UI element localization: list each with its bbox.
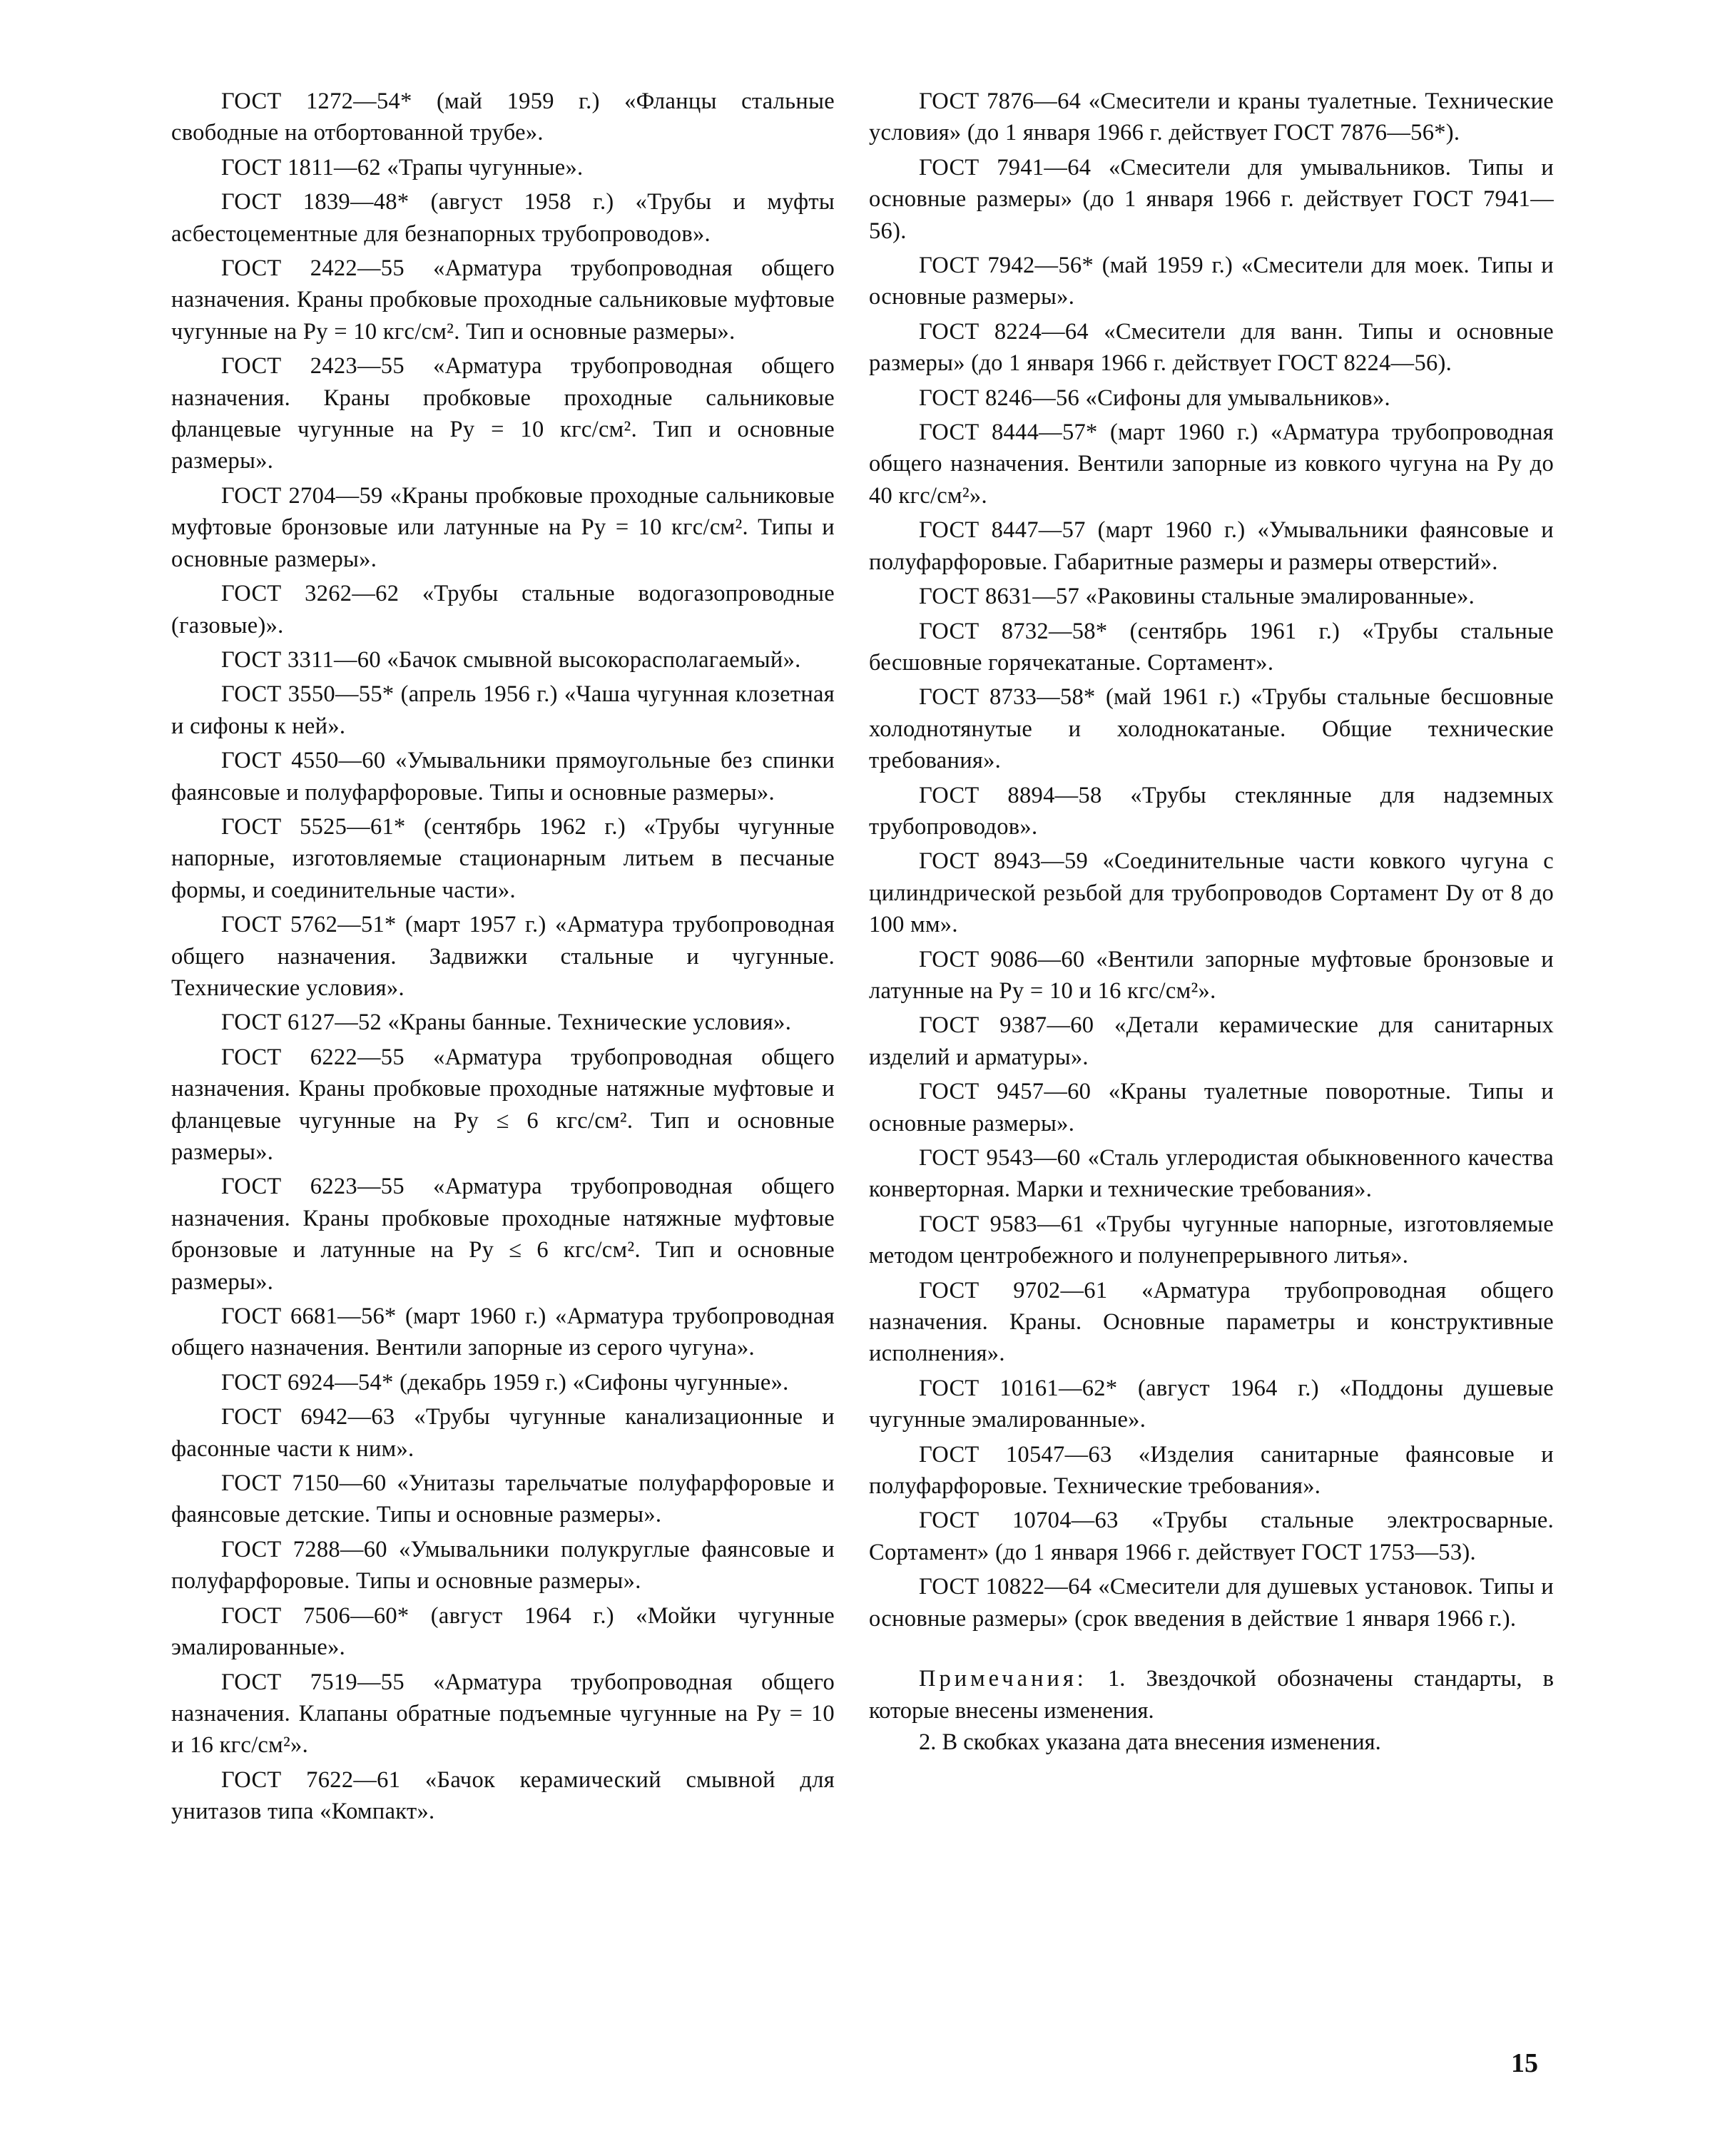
gost-entry: ГОСТ 2704—59 «Краны пробковые проходные сальниковые муфтовые бронзовые или латунные на Pу = 10 кгс/см². Типы и основные размеры». (171, 482, 835, 572)
gost-entry: ГОСТ 6222—55 «Арматура трубопроводная общего назначения. Краны пробковые проходные натяжные муфтовые и фланцевые чугунные на Pу ≤ 6 кгс/см². Тип и основные размеры». (171, 1044, 835, 1165)
gost-entry: ГОСТ 3550—55* (апрель 1956 г.) «Чаша чугунная клозетная и сифоны к ней». (171, 681, 835, 739)
gost-entry: ГОСТ 7506—60* (август 1964 г.) «Мойки чугунные эмалированные». (171, 1602, 835, 1661)
gost-entry: ГОСТ 9583—61 «Трубы чугунные напорные, изготовляемые методом центробежного и полунепрерывного литья». (869, 1211, 1554, 1269)
gost-entry: ГОСТ 9387—60 «Детали керамические для санитарных изделий и арматуры». (869, 1012, 1554, 1070)
gost-entry: ГОСТ 9086—60 «Вентили запорные муфтовые бронзовые и латунные на Pу = 10 и 16 кгс/см²». (869, 946, 1554, 1004)
gost-entry: ГОСТ 8943—59 «Соединительные части ковкого чугуна с цилиндрической резьбой для трубопроводов Сортамент Dу от 8 до 100 мм». (869, 848, 1554, 938)
gost-entry: ГОСТ 10822—64 «Смесители для душевых установок. Типы и основные размеры» (срок введения в действие 1 января 1966 г.). (869, 1574, 1554, 1632)
gost-entry: ГОСТ 8894—58 «Трубы стеклянные для надземных трубопроводов». (869, 782, 1554, 840)
gost-entry: ГОСТ 5525—61* (сентябрь 1962 г.) «Трубы чугунные напорные, изготовляемые стационарным литьем в песчаные формы, и соединительные части». (171, 813, 835, 903)
gost-entry: ГОСТ 10161—62* (август 1964 г.) «Поддоны душевые чугунные эмалированные». (869, 1375, 1554, 1433)
gost-entry: ГОСТ 9457—60 «Краны туалетные поворотные. Типы и основные размеры». (869, 1079, 1554, 1137)
gost-entry: ГОСТ 3311—60 «Бачок смывной высокорасполагаемый». (221, 646, 801, 673)
gost-entry: ГОСТ 6942—63 «Трубы чугунные канализационные и фасонные части к ним». (171, 1404, 835, 1462)
notes-block (869, 1663, 1554, 1758)
gost-entry: ГОСТ 7942—56* (май 1959 г.) «Смесители для моек. Типы и основные размеры». (869, 253, 1554, 310)
right-column (869, 86, 1554, 1758)
gost-entry: ГОСТ 3262—62 «Трубы стальные водогазопроводные (газовые)». (171, 581, 835, 639)
note-text: 1. Звездочкой обозначены стандарты, в которые внесены изменения. (869, 1666, 1555, 1724)
gost-entry: ГОСТ 8733—58* (май 1961 г.) «Трубы стальные бесшовные холоднотянутые и холоднокатаные. Общие технические требования». (869, 684, 1554, 774)
gost-entry: ГОСТ 7941—64 «Смесители для умывальников. Типы и основные размеры» (до 1 января 1966 г. действует ГОСТ 7941—56). (869, 154, 1554, 244)
notes-heading: Примечания: (919, 1666, 1087, 1692)
gost-entry: ГОСТ 9543—60 «Сталь углеродистая обыкновенного качества конверторная. Марки и технические требования». (869, 1145, 1554, 1203)
gost-entry: ГОСТ 10547—63 «Изделия санитарные фаянсовые и полуфарфоровые. Технические требования». (869, 1441, 1554, 1500)
gost-entry: ГОСТ 8447—57 (март 1960 г.) «Умывальники фаянсовые и полуфарфоровые. Габаритные размеры и размеры отверстий». (869, 517, 1554, 575)
gost-entry: ГОСТ 7622—61 «Бачок керамический смывной для унитазов типа «Компакт». (171, 1766, 835, 1825)
gost-entry: ГОСТ 1839—48* (август 1958 г.) «Трубы и муфты асбестоцементные для безнапорных трубопроводов». (171, 189, 835, 247)
gost-entry: ГОСТ 1811—62 «Трапы чугунные». (221, 154, 584, 180)
gost-entry: ГОСТ 8732—58* (сентябрь 1961 г.) «Трубы стальные бесшовные горячекатаные. Сортамент». (869, 618, 1554, 676)
gost-entry: ГОСТ 8631—57 «Раковины стальные эмалированные». (919, 584, 1475, 610)
gost-entry: ГОСТ 6223—55 «Арматура трубопроводная общего назначения. Краны пробковые проходные натяжные муфтовые бронзовые и латунные на Pу ≤ 6 кгс/см². Тип и основные размеры». (171, 1174, 835, 1295)
left-column (171, 86, 835, 1831)
gost-entry: ГОСТ 9702—61 «Арматура трубопроводная общего назначения. Краны. Основные параметры и конструктивные исполнения». (869, 1277, 1554, 1367)
gost-entry: ГОСТ 7876—64 «Смесители и краны туалетные. Технические условия» (до 1 января 1966 г. действует ГОСТ 7876—56*). (869, 88, 1554, 146)
gost-entry: ГОСТ 7519—55 «Арматура трубопроводная общего назначения. Клапаны обратные подъемные чугунные на Pу = 10 и 16 кгс/см²». (171, 1669, 835, 1759)
gost-entry: ГОСТ 8224—64 «Смесители для ванн. Типы и основные размеры» (до 1 января 1966 г. действует ГОСТ 8224—56). (869, 318, 1554, 377)
gost-entry: ГОСТ 6127—52 «Краны банные. Технические условия». (221, 1010, 792, 1036)
gost-entry: ГОСТ 1272—54* (май 1959 г.) «Фланцы стальные свободные на отбортованной трубе». (171, 88, 835, 146)
gost-entry: ГОСТ 7150—60 «Унитазы тарельчатые полуфарфоровые и фаянсовые детские. Типы и основные размеры». (171, 1470, 835, 1528)
gost-entry: ГОСТ 2422—55 «Арматура трубопроводная общего назначения. Краны пробковые проходные сальниковые муфтовые чугунные на Pу = 10 кгс/см². Тип и основные размеры». (171, 255, 835, 345)
note-line: 2. В скобках указана дата внесения изменения. (919, 1729, 1381, 1755)
gost-entry: ГОСТ 6924—54* (декабрь 1959 г.) «Сифоны чугунные». (221, 1369, 789, 1395)
gost-entry: ГОСТ 8246—56 «Сифоны для умывальников». (919, 385, 1390, 411)
gost-entry: ГОСТ 4550—60 «Умывальники прямоугольные без спинки фаянсовые и полуфарфоровые. Типы и основные размеры». (171, 748, 835, 805)
gost-entry: ГОСТ 5762—51* (март 1957 г.) «Арматура трубопроводная общего назначения. Задвижки стальные и чугунные. Технические условия». (171, 912, 835, 1001)
gost-entry: ГОСТ 10704—63 «Трубы стальные электросварные. Сортамент» (до 1 января 1966 г. действует ГОСТ 1753—53). (869, 1507, 1554, 1565)
gost-entry: ГОСТ 2423—55 «Арматура трубопроводная общего назначения. Краны пробковые проходные сальниковые фланцевые чугунные на Pу = 10 кгс/см². Тип и основные размеры». (171, 353, 835, 474)
gost-entry: ГОСТ 8444—57* (март 1960 г.) «Арматура трубопроводная общего назначения. Вентили запорные из ковкого чугуна на Pу до 40 кгс/см²». (869, 419, 1554, 509)
page-number: 15 (1511, 2048, 1538, 2078)
note-line (869, 1663, 1554, 1727)
gost-entry: ГОСТ 7288—60 «Умывальники полукруглые фаянсовые и полуфарфоровые. Типы и основные размеры». (171, 1536, 835, 1595)
gost-entry: ГОСТ 6681—56* (март 1960 г.) «Арматура трубопроводная общего назначения. Вентили запорные из серого чугуна». (171, 1303, 835, 1361)
